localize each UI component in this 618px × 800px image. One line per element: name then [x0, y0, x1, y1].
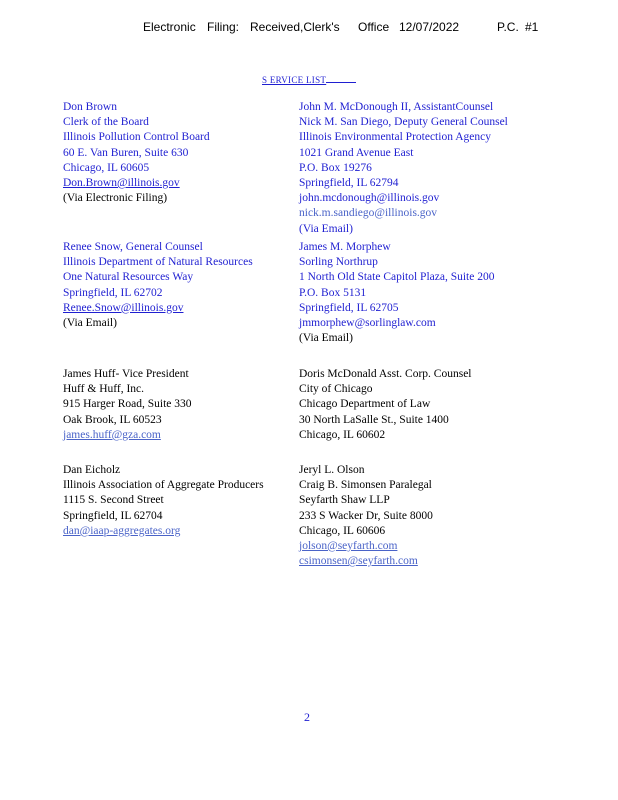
- header-pc-number: #1: [525, 20, 539, 34]
- email-link[interactable]: Don.Brown@illinois.gov: [63, 176, 180, 189]
- entry-line: Chicago, IL 60602: [299, 428, 386, 441]
- entry-line: Don Brown: [63, 101, 117, 113]
- entry-line: One Natural Resources Way: [63, 271, 194, 284]
- entry-don-brown: [63, 100, 210, 206]
- entry-line: Springfield, IL 62794: [299, 176, 399, 189]
- entry-line: Huff & Huff, Inc.: [63, 383, 145, 396]
- header-electronic: Electronic: [143, 20, 196, 34]
- header-date: 12/07/2022: [399, 20, 460, 34]
- delivery-note: (Via Electronic Filing): [63, 192, 168, 205]
- header-pc: P.C.: [497, 20, 519, 34]
- email-link[interactable]: nick.m.sandiego@illinois.gov: [299, 207, 438, 220]
- email-link[interactable]: Renee.Snow@illinois.gov: [63, 301, 184, 314]
- entry-line: 30 North LaSalle St., Suite 1400: [299, 413, 449, 426]
- entry-line: jmmorphew@sorlinglaw.com: [299, 316, 436, 329]
- entry-line: Illinois Pollution Control Board: [63, 131, 210, 144]
- entry-line: Dan Eicholz: [63, 464, 121, 476]
- entry-line: 915 Harger Road, Suite 330: [63, 398, 192, 411]
- entry-line: Nick M. San Diego, Deputy General Counsel: [299, 116, 508, 129]
- entry-line: Springfield, IL 62704: [63, 509, 163, 522]
- entry-line: Clerk of the Board: [63, 116, 149, 129]
- filing-header: [0, 20, 618, 36]
- service-list-title: [262, 75, 356, 85]
- delivery-note: (Via Email): [299, 332, 353, 345]
- email-link[interactable]: james.huff@gza.com: [63, 428, 161, 441]
- entry-line: Renee Snow, General Counsel: [63, 241, 203, 253]
- header-filing: Filing:: [207, 20, 240, 34]
- entry-renee-snow: [63, 240, 253, 331]
- entry-line: Sorling Northrup: [299, 256, 378, 269]
- email-link[interactable]: csimonsen@seyfarth.com: [299, 555, 418, 568]
- entry-line: Illinois Environmental Protection Agency: [299, 131, 491, 144]
- entry-line: 1021 Grand Avenue East: [299, 146, 414, 159]
- entry-line: Oak Brook, IL 60523: [63, 413, 162, 426]
- entry-dan-eicholz: [63, 463, 295, 539]
- entry-line: P.O. Box 5131: [299, 286, 367, 299]
- entry-jeryl-olson: [299, 463, 433, 569]
- entry-line: 1 North Old State Capitol Plaza, Suite 200: [299, 271, 495, 284]
- entry-line: P.O. Box 19276: [299, 161, 372, 174]
- page-number: 2: [304, 710, 310, 724]
- entry-line: Jeryl L. Olson: [299, 464, 365, 476]
- entry-line: James Huff- Vice President: [63, 368, 189, 380]
- entry-line: Illinois Association of Aggregate Producers: [63, 479, 264, 492]
- email-link[interactable]: jolson@seyfarth.com: [299, 539, 398, 552]
- title-underline: [326, 81, 356, 83]
- delivery-note: (Via Email): [63, 316, 117, 329]
- entry-doris-mcdonald: [299, 367, 472, 443]
- entry-line: 60 E. Van Buren, Suite 630: [63, 146, 189, 159]
- entry-line: Seyfarth Shaw LLP: [299, 494, 390, 507]
- entry-line: 1115 S. Second Street: [63, 494, 164, 507]
- header-received: Received,Clerk's: [250, 20, 340, 34]
- entry-james-huff: [63, 367, 192, 443]
- entry-line: Illinois Department of Natural Resources: [63, 256, 253, 269]
- entry-line: James M. Morphew: [299, 241, 391, 253]
- service-list-title-text: S ERVICE LIST: [262, 75, 327, 85]
- entry-line: Doris McDonald Asst. Corp. Counsel: [299, 368, 472, 380]
- entry-line: 233 S Wacker Dr, Suite 8000: [299, 509, 433, 522]
- entry-line: John M. McDonough II, AssistantCounsel: [299, 101, 494, 113]
- entry-line: Chicago, IL 60606: [299, 524, 386, 537]
- entry-line: john.mcdonough@illinois.gov: [299, 192, 440, 205]
- entry-line: Chicago, IL 60605: [63, 161, 150, 174]
- header-office: Office: [358, 20, 390, 34]
- entry-morphew: [299, 240, 494, 346]
- delivery-note: (Via Email): [299, 222, 353, 235]
- entry-mcdonough: [299, 100, 508, 237]
- entry-line: Craig B. Simonsen Paralegal: [299, 479, 432, 492]
- entry-line: Springfield, IL 62705: [299, 301, 399, 314]
- entry-line: Springfield, IL 62702: [63, 286, 163, 299]
- email-link[interactable]: dan@iaap-aggregates.org: [63, 524, 181, 537]
- entry-line: City of Chicago: [299, 383, 373, 396]
- entry-line: Chicago Department of Law: [299, 398, 431, 411]
